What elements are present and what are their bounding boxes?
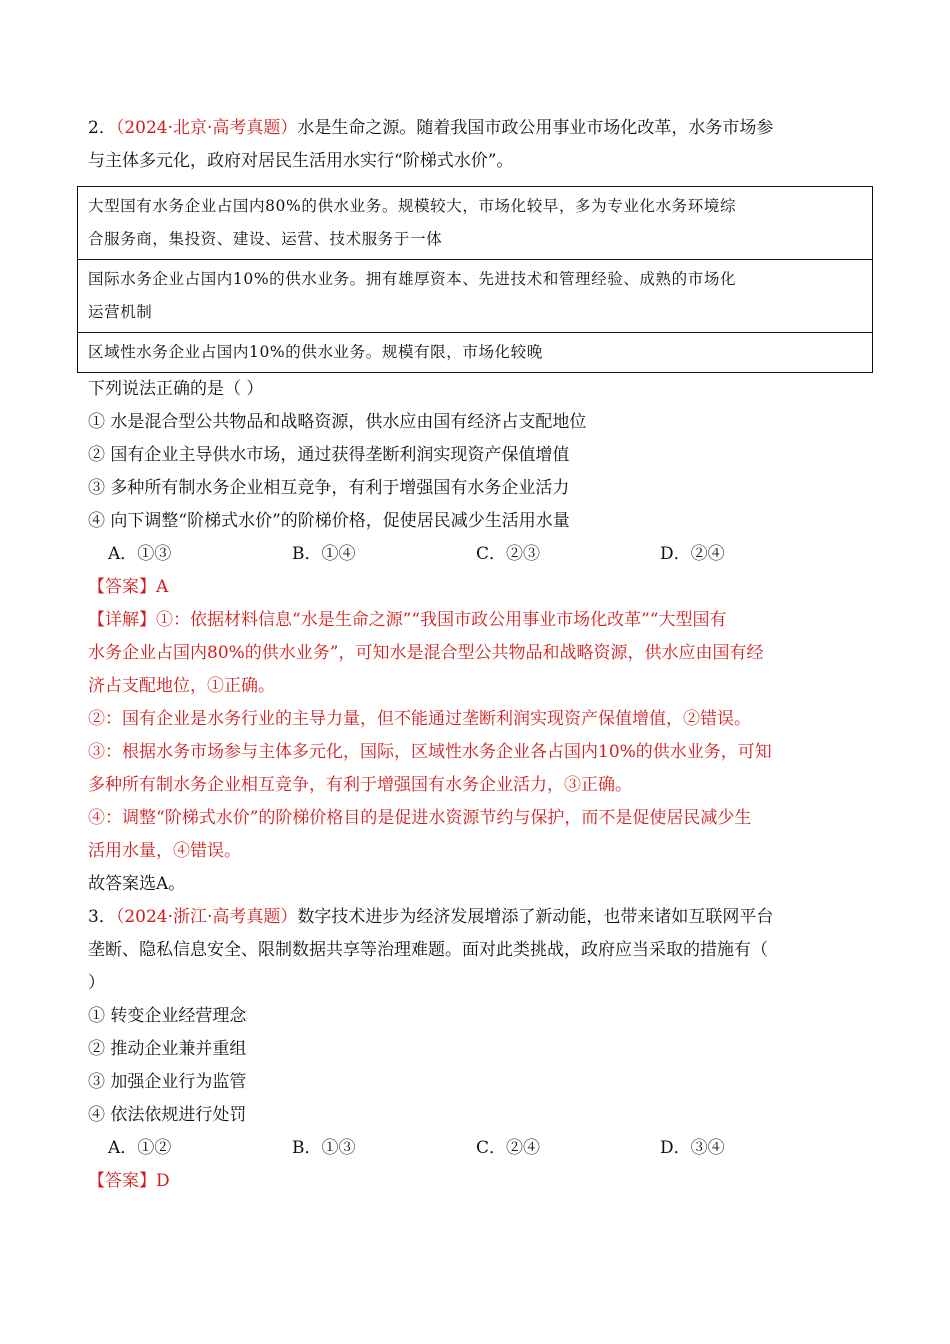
document-page [88, 112, 874, 1198]
q2-detail-line-1: 【详解】①：依据材料信息“水是生命之源”“我国市政公用事业市场化改革”“大型国有 [88, 610, 727, 630]
q3-stem-line-1 [88, 901, 874, 934]
q3-stem-line-2: 垄断、隐私信息安全、限制数据共享等治理难题。面对此类挑战，政府应当采取的措施有（ [88, 940, 768, 960]
q3-source: （2024·浙江·高考真题） [115, 907, 298, 927]
q2-prompt: 下列说法正确的是（ ） [88, 379, 264, 399]
table-row-1 [78, 187, 872, 259]
table-row-1-line-1: 大型国有水务企业占国内80%的供水业务。规模较大，市场化较早，多为专业化水务环境综 [88, 197, 737, 215]
table-row-2-line-2: 运营机制 [88, 303, 153, 321]
table-row-2 [78, 259, 872, 332]
q2-stem-line-2: 与主体多元化，政府对居民生活用水实行“阶梯式水价”。 [88, 151, 514, 171]
q2-detail-line-6: 多种所有制水务企业相互竞争，有利于增强国有水务企业活力，③正确。 [88, 775, 632, 795]
q3-options [88, 1132, 874, 1165]
q2-option-c[interactable]: C．②③ [476, 544, 541, 564]
q3-stem-line-3: ） [88, 973, 105, 993]
q2-number: 2． [88, 118, 116, 138]
q3-statement-2: ② 推动企业兼并重组 [88, 1039, 247, 1059]
q2-material-table [77, 186, 873, 373]
table-row-1-line-2: 合服务商，集投资、建设、运营、技术服务于一体 [88, 230, 443, 248]
q3-statement-4: ④ 依法依规进行处罚 [88, 1105, 247, 1125]
q2-answer: 【答案】A [88, 577, 169, 597]
q2-stem-text-1: 水是生命之源。随着我国市政公用事业市场化改革，水务市场参 [297, 118, 774, 138]
q2-option-b[interactable]: B．①④ [292, 544, 356, 564]
q2-conclusion: 故答案选A。 [88, 874, 186, 894]
q3-statement-1: ① 转变企业经营理念 [88, 1006, 247, 1026]
q2-option-d[interactable]: D．②④ [660, 544, 725, 564]
q3-option-d[interactable]: D．③④ [660, 1138, 725, 1158]
q3-option-a[interactable]: A．①② [108, 1138, 172, 1158]
q2-statement-4: ④ 向下调整“阶梯式水价”的阶梯价格，促使居民减少生活用水量 [88, 511, 570, 531]
q2-detail-line-8: 活用水量，④错误。 [88, 841, 241, 861]
q2-statement-3: ③ 多种所有制水务企业相互竞争，有利于增强国有水务企业活力 [88, 478, 570, 498]
q3-number: 3． [88, 907, 116, 927]
q2-detail-line-5: ③：根据水务市场参与主体多元化，国际，区域性水务企业各占国内10%的供水业务，可知 [88, 742, 772, 762]
table-row-2-line-1: 国际水务企业占国内10%的供水业务。拥有雄厚资本、先进技术和管理经验、成熟的市场化 [88, 270, 737, 288]
q2-statement-1: ① 水是混合型公共物品和战略资源，供水应由国有经济占支配地位 [88, 412, 587, 432]
table-row-3-line-1: 区域性水务企业占国内10%的供水业务。规模有限，市场化较晚 [88, 343, 543, 361]
q3-option-c[interactable]: C．②④ [476, 1138, 541, 1158]
q2-detail-line-2: 水务企业占国内80%的供水业务”，可知水是混合型公共物品和战略资源，供水应由国有经 [88, 643, 764, 663]
q2-detail-line-7: ④：调整“阶梯式水价”的阶梯价格目的是促进水资源节约与保护，而不是促使居民减少生 [88, 808, 752, 828]
q3-answer: 【答案】D [88, 1171, 170, 1191]
q3-statement-3: ③ 加强企业行为监管 [88, 1072, 247, 1092]
q2-stem-line-1 [88, 112, 874, 145]
q2-statement-2: ② 国有企业主导供水市场，通过获得垄断利润实现资产保值增值 [88, 445, 570, 465]
q2-source: （2024·北京·高考真题） [115, 118, 298, 138]
q2-detail-line-3: 济占支配地位，①正确。 [88, 676, 275, 696]
q2-detail-line-4: ②：国有企业是水务行业的主导力量，但不能通过垄断利润实现资产保值增值，②错误。 [88, 709, 751, 729]
table-row-3 [78, 332, 872, 372]
q2-options [88, 538, 874, 571]
q2-option-a[interactable]: A．①③ [108, 544, 172, 564]
q3-stem-text-1: 数字技术进步为经济发展增添了新动能，也带来诸如互联网平台 [297, 907, 774, 927]
q3-option-b[interactable]: B．①③ [292, 1138, 356, 1158]
